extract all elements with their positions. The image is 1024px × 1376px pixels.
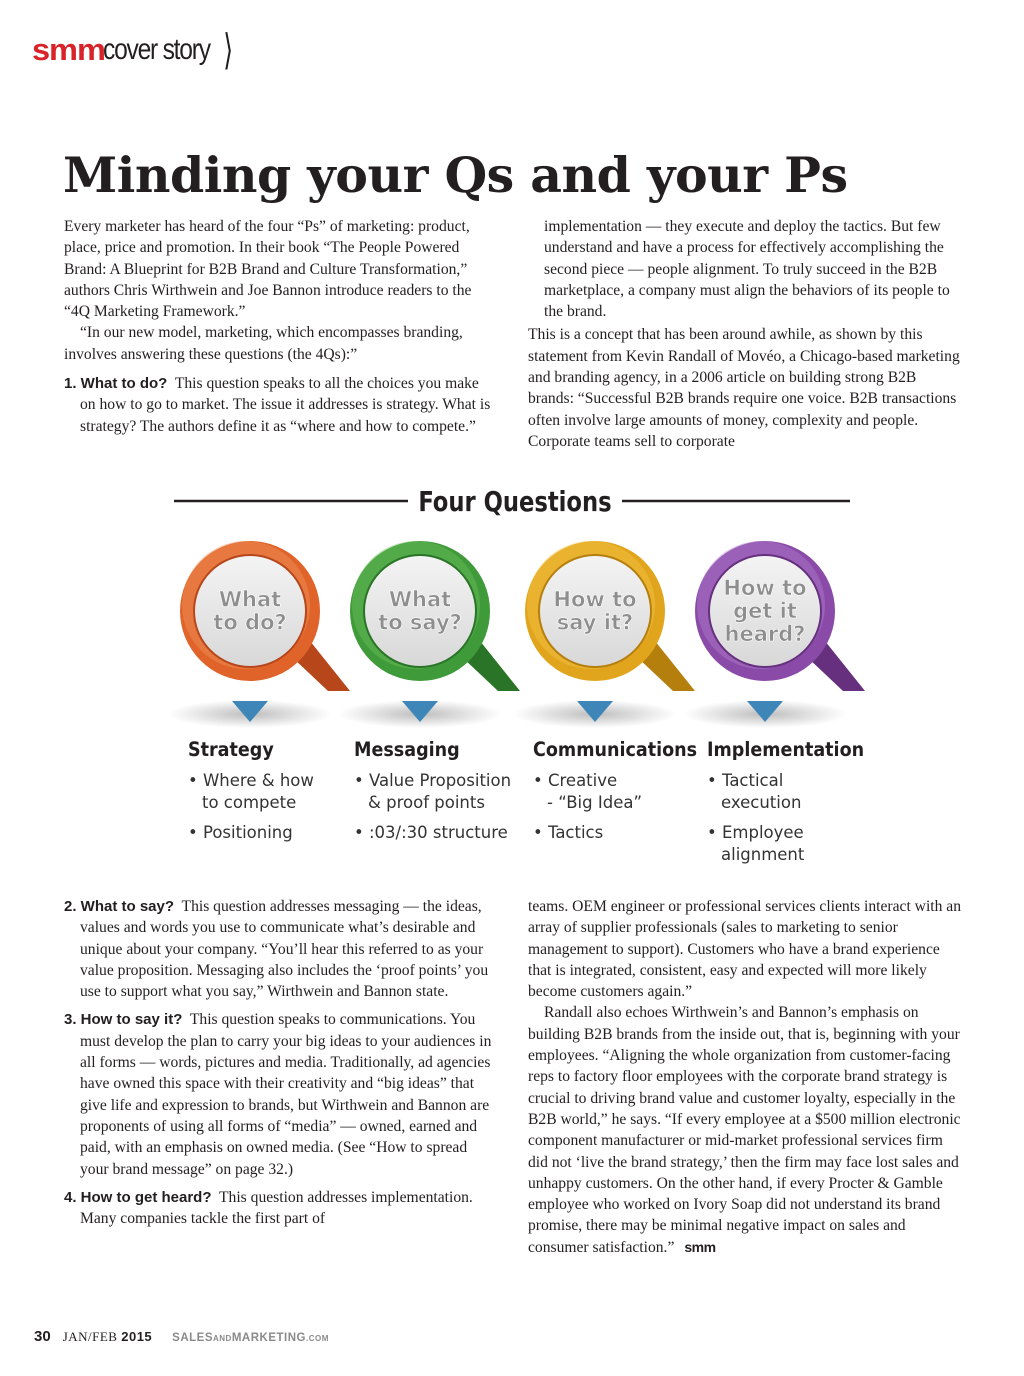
section-name: cover story (103, 33, 211, 66)
bullet-text: • Employee (707, 823, 804, 842)
magazine-logo: smm (32, 32, 105, 67)
question-4-label: 4. How to get heard? (64, 1188, 212, 1206)
question-bubble-text: How to (723, 576, 807, 600)
question-3-text: This question speaks to communications. You must develop the plan to carry your big ideas to your audiences in all forms — words, pictures and media. Traditionally, ad agencies have owned this space with their creativity and “big ideas” that give life and expression to brands, but Wirthwein and Bannon are proponents of using all forms of “media” — owned, earned and paid, with an emphasis on owned media. (See “How to spread your brand message” on page 32.) (80, 1011, 492, 1178)
column-bottom-left (64, 896, 498, 1229)
question-2-text: This question addresses messaging — the ideas, values and words you use to communicate what’s desirable and unique about your company. “You’ll hear this referred to as your value proposition. Messaging also includes the ‘proof points’ you use to support what you say,” Wirthwein and Bannon state. (80, 898, 489, 1001)
question-bubble-text: What (388, 587, 452, 612)
site-part-3: MARKETING (231, 1332, 306, 1344)
question-bubble-text: get it (733, 599, 797, 623)
bullet-text: execution (721, 793, 802, 812)
question-bubble-text: heard? (724, 622, 806, 646)
category-heading: Communications (533, 738, 698, 761)
bullet-text: • Creative (533, 771, 618, 790)
question-bubble-text: What (218, 587, 282, 612)
bullet-text: • Where & how (188, 771, 314, 790)
category-heading: Messaging (354, 738, 460, 761)
site-part-1: SALES (172, 1332, 213, 1344)
randall-paragraph: This is a concept that has been around awhile, as shown by this statement from Kevin Randall of Movéo, a Chicago-based marketing and branding agency, in a 2006 article on building strong B2B brands: “Successful B2B brands require one voice. B2B transactions often involve large amounts of money, complexity and people. Corporate teams sell to corporate (528, 326, 960, 450)
question-graphic-1 (168, 541, 350, 842)
question-3-label: 3. How to say it? (64, 1011, 183, 1029)
question-graphic-3 (513, 541, 697, 842)
bullet-text: • Positioning (188, 823, 293, 842)
teams-paragraph: teams. OEM engineer or professional services clients interact with an array of supplier professionals (sales to marketing to senior management to support). Customers who have a brand experience that is integrated, consistent, easy and expected will more likely become customers again.” (528, 898, 962, 1001)
diagram-title: Four Questions (418, 485, 612, 519)
bullet-text: • :03/:30 structure (354, 823, 508, 842)
site-part-4: .COM (305, 1334, 329, 1343)
question-bubble-text: to do? (213, 610, 287, 635)
section-label (101, 26, 236, 73)
continued-paragraph: implementation — they execute and deploy the tactics. But few understand and have a process for effectively accomplishing the second piece — people alignment. To truly succeed in the B2B marketplace, a company must align the behaviors of its people to the brand. (544, 218, 950, 321)
question-1-text: This question speaks to all the choices you make on how to go to market. The issue it addresses is strategy. What is strategy? The authors define it as “where and how to compete.” (80, 375, 491, 435)
question-1-label: 1. What to do? (64, 375, 168, 393)
category-heading: Strategy (188, 738, 274, 761)
issue-year: 2015 (121, 1329, 153, 1344)
question-graphic-2 (338, 541, 520, 842)
echo-paragraph (528, 1002, 962, 1258)
bullet-text: - “Big Idea” (547, 793, 643, 812)
issue-month: JAN/FEB (62, 1329, 118, 1344)
article-title: Minding your Qs and your Ps (63, 146, 848, 204)
question-bubble-text: How to (553, 587, 637, 612)
column-bottom-right (528, 896, 962, 1258)
chevron-right-icon: ⟩ (222, 26, 233, 73)
question-4 (64, 1187, 498, 1230)
question-3 (64, 1009, 498, 1179)
question-4-text: This question addresses implementation. Many companies tackle the first part of (80, 1188, 473, 1228)
bullet-text: • Tactical (707, 771, 784, 790)
question-2 (64, 896, 498, 1002)
bullet-text: • Value Proposition (354, 771, 512, 790)
bullet-text: to compete (202, 793, 297, 812)
question-bubble-text: to say? (378, 610, 462, 635)
quote-paragraph: “In our new model, marketing, which encompasses branding, involves answering these questions (the 4Qs):” (64, 324, 463, 363)
question-1 (64, 373, 496, 437)
question-2-label: 2. What to say? (64, 898, 175, 915)
column-top-left (64, 216, 496, 437)
column-top-right (528, 216, 960, 452)
question-bubble-text: say it? (556, 610, 634, 635)
four-questions-diagram (0, 480, 1024, 870)
website-url (172, 1332, 329, 1344)
section-header (32, 28, 236, 72)
bullet-text: • Tactics (533, 823, 604, 842)
end-mark-logo: smm (684, 1238, 716, 1255)
category-heading: Implementation (707, 738, 865, 761)
question-graphic-4 (683, 541, 865, 864)
site-part-2: AND (213, 1334, 232, 1343)
issue-date (63, 1329, 152, 1345)
echo-paragraph-text: Randall also echoes Wirthwein’s and Bannon’s emphasis on building B2B brands from the inside out, that is, beginning with your employees. “Aligning the whole organization from customer-facing reps to factory floor employees with the corporate brand strategy is crucial to driving brand value and customer loyalty, especially in the B2B world,” he says. “If every employee at a $500 million electronic component manufacturer or mid-market professional services firm did not ‘live the brand strategy,’ then the firm may face lost sales and unhappy customers. On the other hand, if every Procter & Gamble employee who worked on Ivory Soap did not understand its brand promise, there may be minimal negative impact on sales and consumer satisfaction.” (528, 1004, 961, 1256)
bullet-text: & proof points (368, 793, 485, 812)
page-footer (34, 1328, 329, 1345)
bullet-text: alignment (721, 845, 805, 864)
page-number: 30 (34, 1328, 51, 1345)
intro-paragraph: Every marketer has heard of the four “Ps” of marketing: product, place, price and promotion. In their book “The People Powered Brand: A Blueprint for B2B Brand and Culture Transformation,” authors Chris Wirthwein and Joe Bannon introduce readers to the “4Q Marketing Framework.” (64, 218, 472, 321)
